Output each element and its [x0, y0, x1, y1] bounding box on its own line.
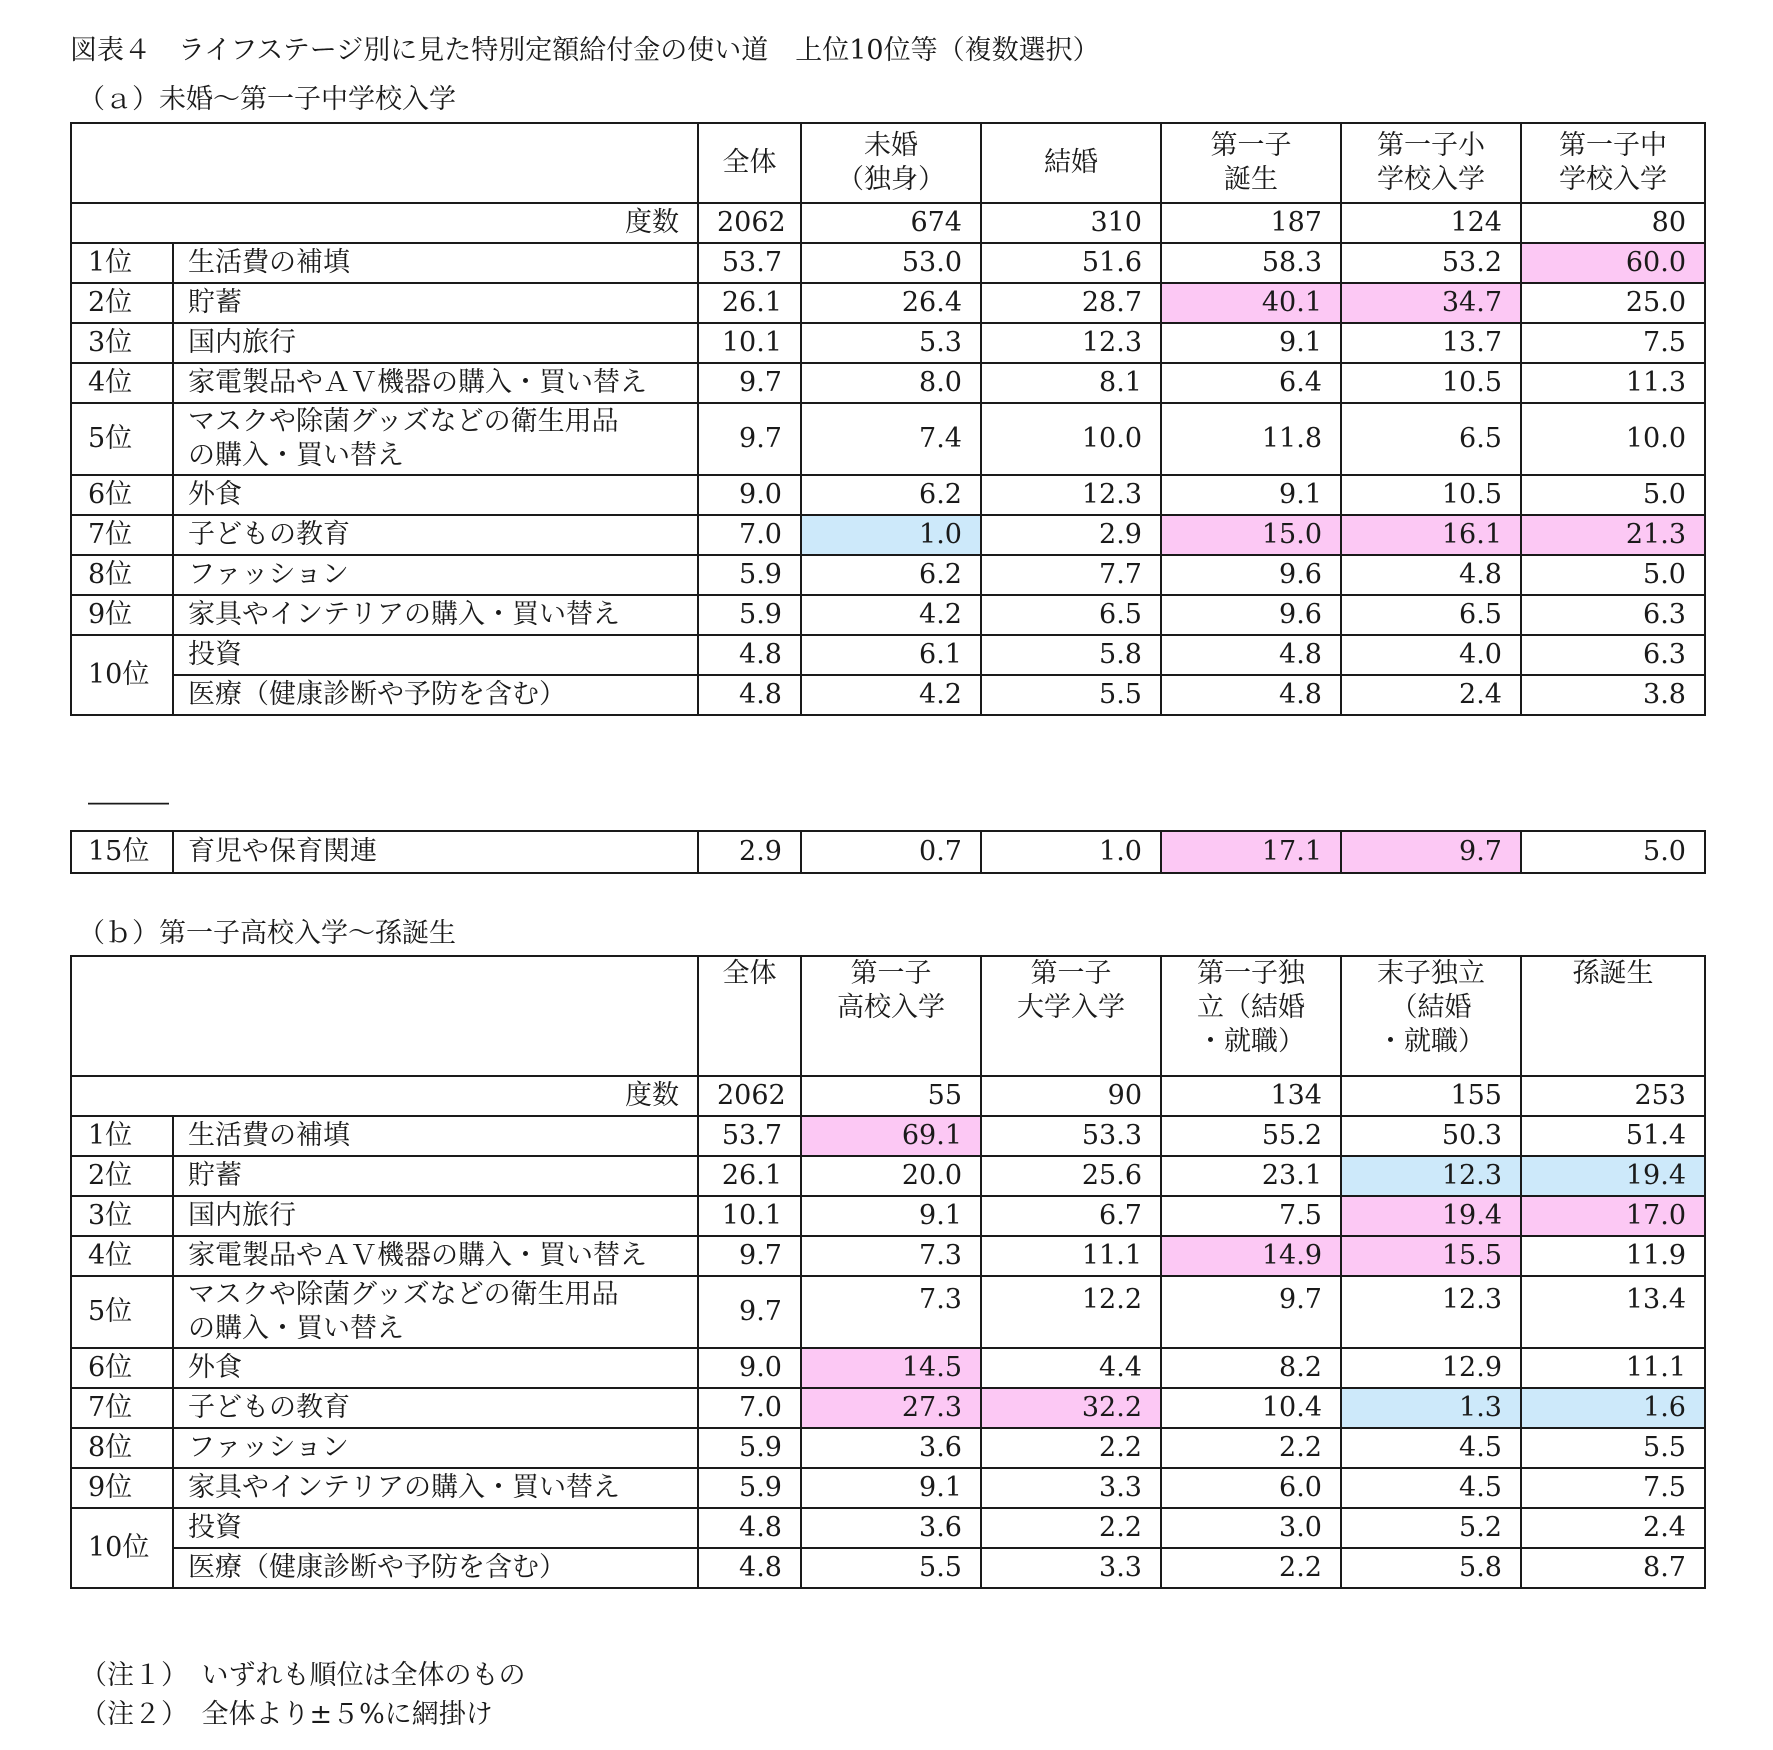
value-cell: 6.1: [801, 635, 981, 675]
value-cell: 4.0: [1341, 635, 1521, 675]
value-cell: 1.6: [1521, 1388, 1705, 1428]
text-line: 孫誕生: [1572, 958, 1654, 989]
rank-cell: 3位: [71, 323, 173, 363]
value-cell: 13.7: [1341, 323, 1521, 363]
count-cell: 55: [801, 1076, 981, 1116]
text-line: 家具やインテリアの購入・買い替え: [188, 599, 620, 630]
value-cell: 8.7: [1521, 1548, 1705, 1588]
table-row: [71, 363, 1705, 403]
item-cell: [173, 1348, 698, 1388]
item-cell: [173, 555, 698, 595]
value-cell: 12.3: [981, 475, 1161, 515]
note-2: （注２） 全体より±５%に網掛け: [80, 1699, 493, 1730]
table-row: [71, 1348, 1705, 1388]
text-line: 末子独立: [1377, 958, 1485, 989]
item-cell: [173, 1428, 698, 1468]
rank-cell: 8位: [71, 555, 173, 595]
value-cell: 4.5: [1341, 1428, 1521, 1468]
value-cell: 10.1: [698, 1196, 801, 1236]
value-cell: 7.5: [1521, 323, 1705, 363]
text-line: 子どもの教育: [188, 519, 350, 550]
item-cell: [173, 243, 698, 283]
item-cell: [173, 1276, 698, 1348]
table-row: [71, 1196, 1705, 1236]
value-cell: 8.0: [801, 363, 981, 403]
value-cell: 9.7: [698, 1276, 801, 1348]
value-cell: 6.3: [1521, 595, 1705, 635]
value-cell: 6.5: [981, 595, 1161, 635]
table-row: [71, 1388, 1705, 1428]
value-cell: 9.6: [1161, 555, 1341, 595]
value-cell: 34.7: [1341, 283, 1521, 323]
value-cell: 7.0: [698, 1388, 801, 1428]
text-line: 国内旅行: [188, 327, 296, 358]
value-cell: 26.1: [698, 1156, 801, 1196]
count-cell: 155: [1341, 1076, 1521, 1116]
table-b: [70, 955, 1706, 1589]
text-line: 誕生: [1224, 164, 1278, 195]
count-row: [71, 1076, 1705, 1116]
value-cell: 5.3: [801, 323, 981, 363]
value-cell: 5.0: [1521, 475, 1705, 515]
text-line: マスクや除菌グッズなどの衛生用品: [188, 1279, 619, 1310]
value-cell: 17.0: [1521, 1196, 1705, 1236]
text-line: 医療（健康診断や予防を含む）: [188, 1552, 566, 1583]
value-cell: 60.0: [1521, 243, 1705, 283]
text-line: 全体: [722, 147, 777, 178]
table-row: [71, 1156, 1705, 1196]
value-cell: 6.2: [801, 475, 981, 515]
value-cell: 5.9: [698, 555, 801, 595]
text-line: 外食: [188, 479, 242, 510]
value-cell: 1.0: [981, 831, 1161, 873]
value-cell: 17.1: [1161, 831, 1341, 873]
text-line: 育児や保育関連: [188, 836, 377, 867]
header-blank-cell: [71, 956, 698, 1076]
text-line: 貯蓄: [188, 1160, 242, 1191]
item-cell: [173, 1116, 698, 1156]
text-line: ファッション: [188, 1432, 349, 1463]
value-cell: 5.2: [1341, 1508, 1521, 1548]
rank-cell: 4位: [71, 1236, 173, 1276]
value-cell: 53.7: [698, 1116, 801, 1156]
value-cell: 8.1: [981, 363, 1161, 403]
value-cell: 14.5: [801, 1348, 981, 1388]
value-cell: 9.6: [1161, 595, 1341, 635]
value-cell: 5.9: [698, 1468, 801, 1508]
value-cell: 9.7: [1341, 831, 1521, 873]
value-cell: 4.8: [1341, 555, 1521, 595]
value-cell: 1.0: [801, 515, 981, 555]
text-line: 投資: [188, 639, 242, 670]
table-row: [71, 323, 1705, 363]
header-row: [71, 123, 1705, 203]
table-row: [71, 1276, 1705, 1348]
value-cell: 3.8: [1521, 675, 1705, 715]
count-label: 度数: [71, 203, 698, 243]
item-cell: [173, 403, 698, 475]
value-cell: 9.7: [1161, 1276, 1341, 1348]
count-cell: 80: [1521, 203, 1705, 243]
column-header: [698, 956, 801, 1076]
table-row: [71, 1428, 1705, 1468]
value-cell: 55.2: [1161, 1116, 1341, 1156]
value-cell: 12.3: [1341, 1276, 1521, 1348]
value-cell: 21.3: [1521, 515, 1705, 555]
text-line: 生活費の補填: [188, 1120, 350, 1151]
text-line: の購入・買い替え: [188, 1313, 404, 1344]
value-cell: 3.3: [981, 1468, 1161, 1508]
value-cell: 3.3: [981, 1548, 1161, 1588]
value-cell: 5.8: [981, 635, 1161, 675]
value-cell: 10.0: [981, 403, 1161, 475]
text-line: 生活費の補填: [188, 247, 350, 278]
value-cell: 4.2: [801, 595, 981, 635]
column-header: [1161, 123, 1341, 203]
count-cell: 124: [1341, 203, 1521, 243]
text-line: 高校入学: [837, 992, 945, 1023]
value-cell: 6.5: [1341, 595, 1521, 635]
rank-cell: 7位: [71, 515, 173, 555]
figure-title: 図表４ ライフステージ別に見た特別定額給付金の使い道 上位10位等（複数選択）: [70, 35, 1100, 66]
text-line: ・就職）: [1197, 1026, 1305, 1057]
text-line: 全体: [722, 958, 777, 989]
text-line: 医療（健康診断や予防を含む）: [188, 679, 566, 710]
value-cell: 53.2: [1341, 243, 1521, 283]
text-line: （結婚: [1390, 992, 1472, 1023]
rank-cell: 2位: [71, 1156, 173, 1196]
value-cell: 6.2: [801, 555, 981, 595]
value-cell: 25.0: [1521, 283, 1705, 323]
value-cell: 16.1: [1341, 515, 1521, 555]
text-line: マスクや除菌グッズなどの衛生用品: [188, 406, 619, 437]
value-cell: 6.4: [1161, 363, 1341, 403]
value-cell: 9.7: [698, 403, 801, 475]
value-cell: 12.3: [981, 323, 1161, 363]
column-header: [1341, 123, 1521, 203]
table-a-caption: （ａ）未婚～第一子中学校入学: [78, 84, 456, 115]
item-cell: [173, 595, 698, 635]
column-header: [981, 956, 1161, 1076]
rank-cell: 9位: [71, 595, 173, 635]
table-row: [71, 675, 1705, 715]
value-cell: 0.7: [801, 831, 981, 873]
value-cell: 2.4: [1521, 1508, 1705, 1548]
value-cell: 5.0: [1521, 831, 1705, 873]
value-cell: 28.7: [981, 283, 1161, 323]
rank-cell: 3位: [71, 1196, 173, 1236]
item-cell: [173, 1548, 698, 1588]
value-cell: 7.4: [801, 403, 981, 475]
rank-cell: 6位: [71, 1348, 173, 1388]
text-line: （独身）: [837, 164, 945, 195]
value-cell: 9.7: [698, 1236, 801, 1276]
value-cell: 32.2: [981, 1388, 1161, 1428]
value-cell: 53.3: [981, 1116, 1161, 1156]
rank-cell: 15位: [71, 831, 173, 873]
value-cell: 51.6: [981, 243, 1161, 283]
rank-cell: 7位: [71, 1388, 173, 1428]
column-header: [801, 123, 981, 203]
count-label: 度数: [71, 1076, 698, 1116]
item-cell: [173, 283, 698, 323]
table-row: [71, 595, 1705, 635]
item-cell: [173, 515, 698, 555]
value-cell: 7.5: [1161, 1196, 1341, 1236]
value-cell: 9.0: [698, 1348, 801, 1388]
value-cell: 27.3: [801, 1388, 981, 1428]
count-row: [71, 203, 1705, 243]
value-cell: 8.2: [1161, 1348, 1341, 1388]
value-cell: 2.9: [698, 831, 801, 873]
text-line: 子どもの教育: [188, 1392, 350, 1423]
value-cell: 2.2: [981, 1428, 1161, 1468]
value-cell: 4.8: [1161, 675, 1341, 715]
value-cell: 11.1: [981, 1236, 1161, 1276]
value-cell: 13.4: [1521, 1276, 1705, 1348]
item-cell: [173, 1388, 698, 1428]
table-row: [71, 283, 1705, 323]
item-cell: [173, 1156, 698, 1196]
value-cell: 5.9: [698, 1428, 801, 1468]
rank-cell: 6位: [71, 475, 173, 515]
text-line: ファッション: [188, 559, 349, 590]
value-cell: 2.2: [981, 1508, 1161, 1548]
text-line: ・就職）: [1377, 1026, 1485, 1057]
rank-cell: 10位: [71, 635, 173, 715]
value-cell: 26.4: [801, 283, 981, 323]
table-row: [71, 635, 1705, 675]
table-row: [71, 475, 1705, 515]
table-row: [71, 1548, 1705, 1588]
value-cell: 69.1: [801, 1116, 981, 1156]
value-cell: 23.1: [1161, 1156, 1341, 1196]
text-line: 第一子: [850, 958, 932, 989]
value-cell: 11.9: [1521, 1236, 1705, 1276]
value-cell: 26.1: [698, 283, 801, 323]
value-cell: 11.1: [1521, 1348, 1705, 1388]
text-line: 第一子: [1210, 130, 1292, 161]
value-cell: 20.0: [801, 1156, 981, 1196]
value-cell: 12.9: [1341, 1348, 1521, 1388]
value-cell: 19.4: [1341, 1196, 1521, 1236]
value-cell: 4.8: [698, 1508, 801, 1548]
value-cell: 53.7: [698, 243, 801, 283]
table-a: [70, 122, 1706, 716]
rank-cell: 8位: [71, 1428, 173, 1468]
column-header: [1521, 123, 1705, 203]
text-line: 未婚: [864, 130, 918, 161]
value-cell: 9.1: [1161, 475, 1341, 515]
item-cell: [173, 1468, 698, 1508]
value-cell: 5.9: [698, 595, 801, 635]
value-cell: 9.1: [801, 1468, 981, 1508]
text-line: 第一子: [1030, 958, 1112, 989]
text-line: 家電製品やＡＶ機器の購入・買い替え: [188, 1240, 647, 1271]
value-cell: 40.1: [1161, 283, 1341, 323]
value-cell: 9.0: [698, 475, 801, 515]
value-cell: 58.3: [1161, 243, 1341, 283]
count-cell: 253: [1521, 1076, 1705, 1116]
text-line: 国内旅行: [188, 1200, 296, 1231]
value-cell: 10.5: [1341, 475, 1521, 515]
text-line: 家電製品やＡＶ機器の購入・買い替え: [188, 367, 647, 398]
column-header: [1341, 956, 1521, 1076]
count-cell: 2062: [698, 1076, 801, 1116]
column-header: [1521, 956, 1705, 1076]
header-blank-cell: [71, 123, 698, 203]
value-cell: 5.5: [1521, 1428, 1705, 1468]
value-cell: 15.5: [1341, 1236, 1521, 1276]
rank-cell: 1位: [71, 243, 173, 283]
text-line: の購入・買い替え: [188, 440, 404, 471]
count-cell: 187: [1161, 203, 1341, 243]
item-cell: [173, 1236, 698, 1276]
table-row: [71, 1236, 1705, 1276]
count-cell: 134: [1161, 1076, 1341, 1116]
text-line: 投資: [188, 1512, 242, 1543]
rank-cell: 5位: [71, 403, 173, 475]
item-cell: [173, 1508, 698, 1548]
value-cell: 12.3: [1341, 1156, 1521, 1196]
value-cell: 7.7: [981, 555, 1161, 595]
rank-cell: 10位: [71, 1508, 173, 1588]
value-cell: 7.0: [698, 515, 801, 555]
value-cell: 2.2: [1161, 1548, 1341, 1588]
value-cell: 11.8: [1161, 403, 1341, 475]
item-cell: [173, 323, 698, 363]
value-cell: 5.5: [981, 675, 1161, 715]
text-line: 貯蓄: [188, 287, 242, 318]
item-cell: [173, 675, 698, 715]
text-line: 第一子中: [1559, 130, 1667, 161]
table-row: [71, 1508, 1705, 1548]
column-header: [698, 123, 801, 203]
value-cell: 4.2: [801, 675, 981, 715]
separator-dashes: ―――: [88, 787, 169, 818]
count-cell: 674: [801, 203, 981, 243]
table-row: [71, 1468, 1705, 1508]
header-row: [71, 956, 1705, 1076]
value-cell: 1.3: [1341, 1388, 1521, 1428]
table-a-extra: [70, 830, 1706, 874]
value-cell: 51.4: [1521, 1116, 1705, 1156]
value-cell: 2.2: [1161, 1428, 1341, 1468]
value-cell: 7.3: [801, 1276, 981, 1348]
value-cell: 4.8: [698, 675, 801, 715]
value-cell: 15.0: [1161, 515, 1341, 555]
value-cell: 10.1: [698, 323, 801, 363]
note-1: （注１） いずれも順位は全体のもの: [80, 1660, 526, 1691]
table-row: [71, 515, 1705, 555]
value-cell: 2.4: [1341, 675, 1521, 715]
value-cell: 9.1: [1161, 323, 1341, 363]
value-cell: 2.9: [981, 515, 1161, 555]
value-cell: 6.5: [1341, 403, 1521, 475]
value-cell: 10.0: [1521, 403, 1705, 475]
column-header: [1161, 956, 1341, 1076]
column-header: [801, 956, 981, 1076]
value-cell: 6.0: [1161, 1468, 1341, 1508]
value-cell: 5.0: [1521, 555, 1705, 595]
table-row: [71, 243, 1705, 283]
table-row: [71, 403, 1705, 475]
item-cell: [173, 363, 698, 403]
value-cell: 12.2: [981, 1276, 1161, 1348]
value-cell: 19.4: [1521, 1156, 1705, 1196]
value-cell: 7.5: [1521, 1468, 1705, 1508]
text-line: 第一子小: [1377, 130, 1485, 161]
count-cell: 2062: [698, 203, 801, 243]
text-line: 大学入学: [1017, 992, 1125, 1023]
table-b-caption: （ｂ）第一子高校入学～孫誕生: [78, 918, 456, 949]
value-cell: 5.5: [801, 1548, 981, 1588]
text-line: 結婚: [1044, 147, 1098, 178]
text-line: 学校入学: [1377, 164, 1485, 195]
value-cell: 3.6: [801, 1508, 981, 1548]
value-cell: 6.7: [981, 1196, 1161, 1236]
table-row: [71, 555, 1705, 595]
value-cell: 11.3: [1521, 363, 1705, 403]
value-cell: 50.3: [1341, 1116, 1521, 1156]
column-header: [981, 123, 1161, 203]
value-cell: 10.4: [1161, 1388, 1341, 1428]
value-cell: 10.5: [1341, 363, 1521, 403]
count-cell: 90: [981, 1076, 1161, 1116]
table-row: [71, 1116, 1705, 1156]
item-cell: [173, 1196, 698, 1236]
value-cell: 4.8: [698, 1548, 801, 1588]
text-line: 外食: [188, 1352, 242, 1383]
value-cell: 25.6: [981, 1156, 1161, 1196]
rank-cell: 1位: [71, 1116, 173, 1156]
rank-cell: 2位: [71, 283, 173, 323]
value-cell: 9.7: [698, 363, 801, 403]
rank-cell: 4位: [71, 363, 173, 403]
value-cell: 7.3: [801, 1236, 981, 1276]
rank-cell: 5位: [71, 1276, 173, 1348]
value-cell: 6.3: [1521, 635, 1705, 675]
value-cell: 14.9: [1161, 1236, 1341, 1276]
value-cell: 53.0: [801, 243, 981, 283]
value-cell: 9.1: [801, 1196, 981, 1236]
text-line: 立（結婚: [1197, 992, 1305, 1023]
item-cell: [173, 635, 698, 675]
item-cell: [173, 831, 698, 873]
value-cell: 5.8: [1341, 1548, 1521, 1588]
value-cell: 4.8: [698, 635, 801, 675]
text-line: 家具やインテリアの購入・買い替え: [188, 1472, 620, 1503]
item-cell: [173, 475, 698, 515]
rank-cell: 9位: [71, 1468, 173, 1508]
count-cell: 310: [981, 203, 1161, 243]
value-cell: 4.5: [1341, 1468, 1521, 1508]
value-cell: 4.4: [981, 1348, 1161, 1388]
value-cell: 3.6: [801, 1428, 981, 1468]
table-row: [71, 831, 1705, 873]
value-cell: 4.8: [1161, 635, 1341, 675]
text-line: 学校入学: [1559, 164, 1667, 195]
text-line: 第一子独: [1197, 958, 1305, 989]
value-cell: 3.0: [1161, 1508, 1341, 1548]
